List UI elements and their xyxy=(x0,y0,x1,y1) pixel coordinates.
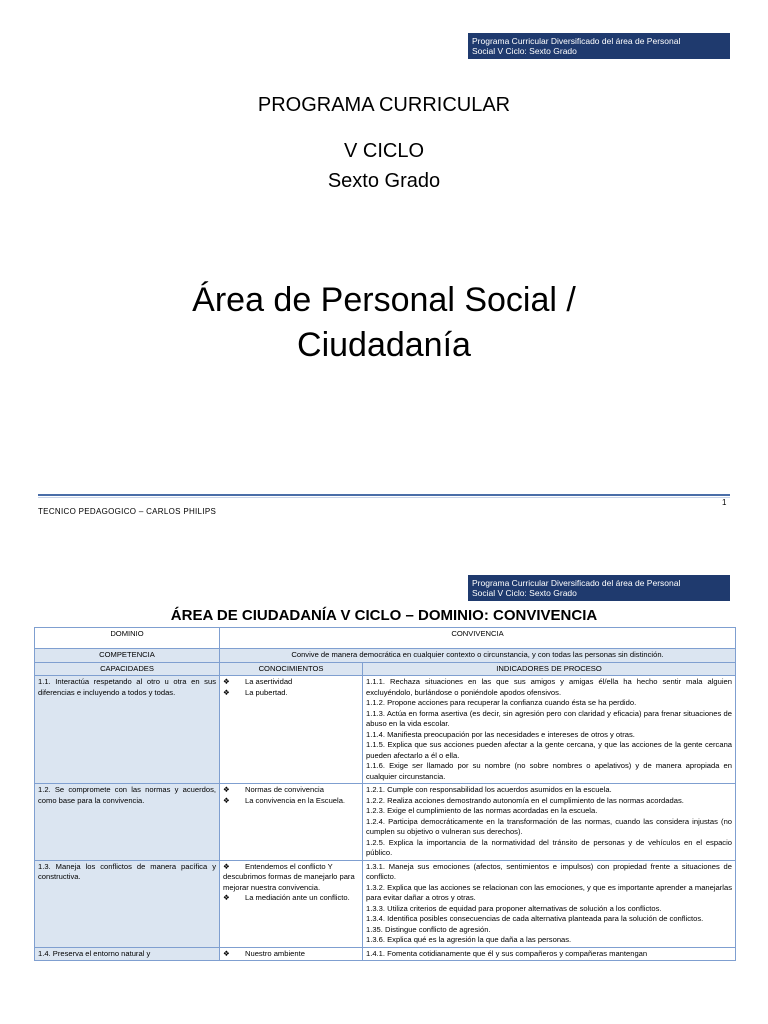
list-item xyxy=(223,688,359,699)
col-header-capacidades: CAPACIDADES xyxy=(35,662,220,676)
bullet-icon: ❖ xyxy=(223,948,230,958)
indicador-item: 1.1.2. Propone acciones para recuperar la confianza cuando ésta se ha perdido. xyxy=(366,698,637,707)
indicador-item: 1.2.4. Participa democráticamente en la transformación de las normas, cuando las considera injustas (no cumplen su objetivo o vulneran sus derechos). xyxy=(366,816,733,836)
table-row xyxy=(35,676,736,784)
area-title-line1: Área de Personal Social / xyxy=(192,281,576,319)
conocimiento-text: La mediación ante un conflicto. xyxy=(245,893,350,902)
indicadores-cell xyxy=(363,784,736,861)
competencia-label: COMPETENCIA xyxy=(35,649,220,663)
section-title: ÁREA DE CIUDADANÍA V CICLO – DOMINIO: CONVIVENCIA xyxy=(170,607,598,624)
indicadores-cell xyxy=(363,860,736,947)
curriculum-table xyxy=(34,627,736,961)
indicador-item: 1.3.3. Utiliza criterios de equidad para proponer alternativas de solución a los conflictos. xyxy=(366,903,662,913)
competencia-row xyxy=(35,649,736,663)
header-box-line2: Social V Ciclo: Sexto Grado xyxy=(472,588,577,598)
conocimientos-cell xyxy=(220,860,363,947)
dominio-value: CONVIVENCIA xyxy=(220,628,736,649)
footer-rule xyxy=(38,494,730,496)
page-number: 1 xyxy=(722,498,727,507)
footer-author: TECNICO PEDAGOGICO – CARLOS PHILIPS xyxy=(38,507,217,516)
indicador-item: 1.1.4. Manifiesta preocupación por las necesidades e intereses de otros y otras. xyxy=(366,729,635,739)
column-header-row xyxy=(35,662,736,676)
header-box-line1: Programa Curricular Diversificado del área de Personal xyxy=(472,578,681,588)
indicador-item: 1.2.2. Realiza acciones demostrando autonomía en el cumplimiento de las normas acordadas. xyxy=(366,795,684,805)
conocimiento-text: Entendemos el conflicto Y descubrimos formas de manejarlo para mejorar nuestra convivencia. xyxy=(223,861,355,892)
indicador-item: 1.2.5. Explica la importancia de la normatividad del tránsito de personas y de vehículos en el espacio público. xyxy=(366,837,733,857)
bullet-icon: ❖ xyxy=(223,795,230,805)
bullet-icon: ❖ xyxy=(223,893,230,902)
conocimiento-text: Nuestro ambiente xyxy=(245,948,305,958)
indicador-item: 1.3.1. Maneja sus emociones (afectos, sentimientos e impulsos) con propiedad frente a situaciones de conflicto. xyxy=(366,861,733,881)
header-box-line1: Programa Curricular Diversificado del área de Personal xyxy=(472,36,681,46)
indicador-item: 1.2.3. Exige el cumplimiento de las normas acordadas en la escuela. xyxy=(366,806,598,815)
bullet-icon: ❖ xyxy=(223,861,230,871)
conocimiento-text: La asertividad xyxy=(245,677,293,686)
col-header-conocimientos: CONOCIMIENTOS xyxy=(220,662,363,676)
indicador-item: 1.3.4. Identifica posibles consecuencias de cada alternativa planteada para la solución de conflictos. xyxy=(366,914,704,923)
indicador-item: 1.35. Distingue conflicto de agresión. xyxy=(366,924,491,934)
conocimiento-text: Normas de convivencia xyxy=(245,785,324,794)
title-programa-curricular: PROGRAMA CURRICULAR xyxy=(257,94,511,116)
indicador-item: 1.1.6. Exige ser llamado por su nombre (no sobre nombres o apelativos) y de manera apropiada en cualquier circunstancia. xyxy=(366,761,733,781)
dominio-label: DOMINIO xyxy=(35,628,220,649)
list-item xyxy=(223,893,359,904)
title-grado: Sexto Grado xyxy=(327,170,441,192)
indicadores-cell xyxy=(363,676,736,784)
conocimientos-cell xyxy=(220,784,363,861)
indicador-item: 1.4.1. Fomenta cotidianamente que él y sus compañeros y compañeras mantengan xyxy=(366,948,648,958)
conocimientos-cell xyxy=(220,947,363,961)
area-title-line2: Ciudadanía xyxy=(297,326,471,364)
conocimiento-text: La convivencia en la Escuela. xyxy=(245,795,346,805)
conocimientos-cell xyxy=(220,676,363,784)
indicador-item: 1.2.1. Cumple con responsabilidad los acuerdos asumidos en la escuela. xyxy=(366,785,612,794)
list-item xyxy=(223,796,359,807)
indicadores-cell xyxy=(363,947,736,961)
table-row xyxy=(35,784,736,861)
bullet-icon: ❖ xyxy=(223,687,230,697)
capacidad-cell: 1.4. Preserva el entorno natural y xyxy=(35,947,220,961)
header-box-page1 xyxy=(468,33,730,59)
list-item xyxy=(223,785,359,796)
table-row xyxy=(35,860,736,947)
header-box-page2 xyxy=(468,575,730,601)
conocimiento-text: La pubertad. xyxy=(245,687,288,697)
list-item xyxy=(223,949,359,960)
capacidad-cell: 1.2. Se compromete con las normas y acuerdos, como base para la convivencia. xyxy=(35,784,220,861)
capacidad-cell: 1.1. Interactúa respetando al otro u otra en sus diferencias e incluyendo a todos y todas. xyxy=(35,676,220,784)
title-ciclo: V CICLO xyxy=(343,140,425,162)
indicador-item: 1.1.3. Actúa en forma asertiva (es decir, sin agresión pero con claridad y eficacia) para frenar situaciones de abuso en la vida escolar. xyxy=(366,708,733,728)
indicador-item: 1.3.2. Explica que las acciones se relacionan con las emociones, y que es importante aprender a manejarlas para evitar dañar a otros y otras. xyxy=(366,882,733,902)
capacidad-cell: 1.3. Maneja los conflictos de manera pacífica y constructiva. xyxy=(35,860,220,947)
col-header-indicadores: INDICADORES DE PROCESO xyxy=(363,662,736,676)
footer-rule-thin xyxy=(38,497,730,498)
bullet-icon: ❖ xyxy=(223,677,230,686)
table-row xyxy=(35,947,736,961)
header-box-line2: Social V Ciclo: Sexto Grado xyxy=(472,46,577,56)
indicador-item: 1.1.5. Explica que sus acciones pueden afectar a la gente cercana, y que las acciones de la gente cercana pueden afectarlo a él o ella. xyxy=(366,740,733,760)
competencia-value: Convive de manera democrática en cualquier contexto o circunstancia, y con todas las personas sin distinción. xyxy=(220,649,736,663)
list-item xyxy=(223,862,359,894)
indicador-item: 1.1.1. Rechaza situaciones en las que sus amigos y amigas él/ella ha hecho sentir mala alguien excluyéndolo, burlándose o poniéndole apodos ofensivos. xyxy=(366,677,733,697)
bullet-icon: ❖ xyxy=(223,785,230,794)
indicador-item: 1.3.6. Explica qué es la agresión la que daña a las personas. xyxy=(366,935,572,944)
dominio-row xyxy=(35,628,736,649)
list-item xyxy=(223,677,359,688)
